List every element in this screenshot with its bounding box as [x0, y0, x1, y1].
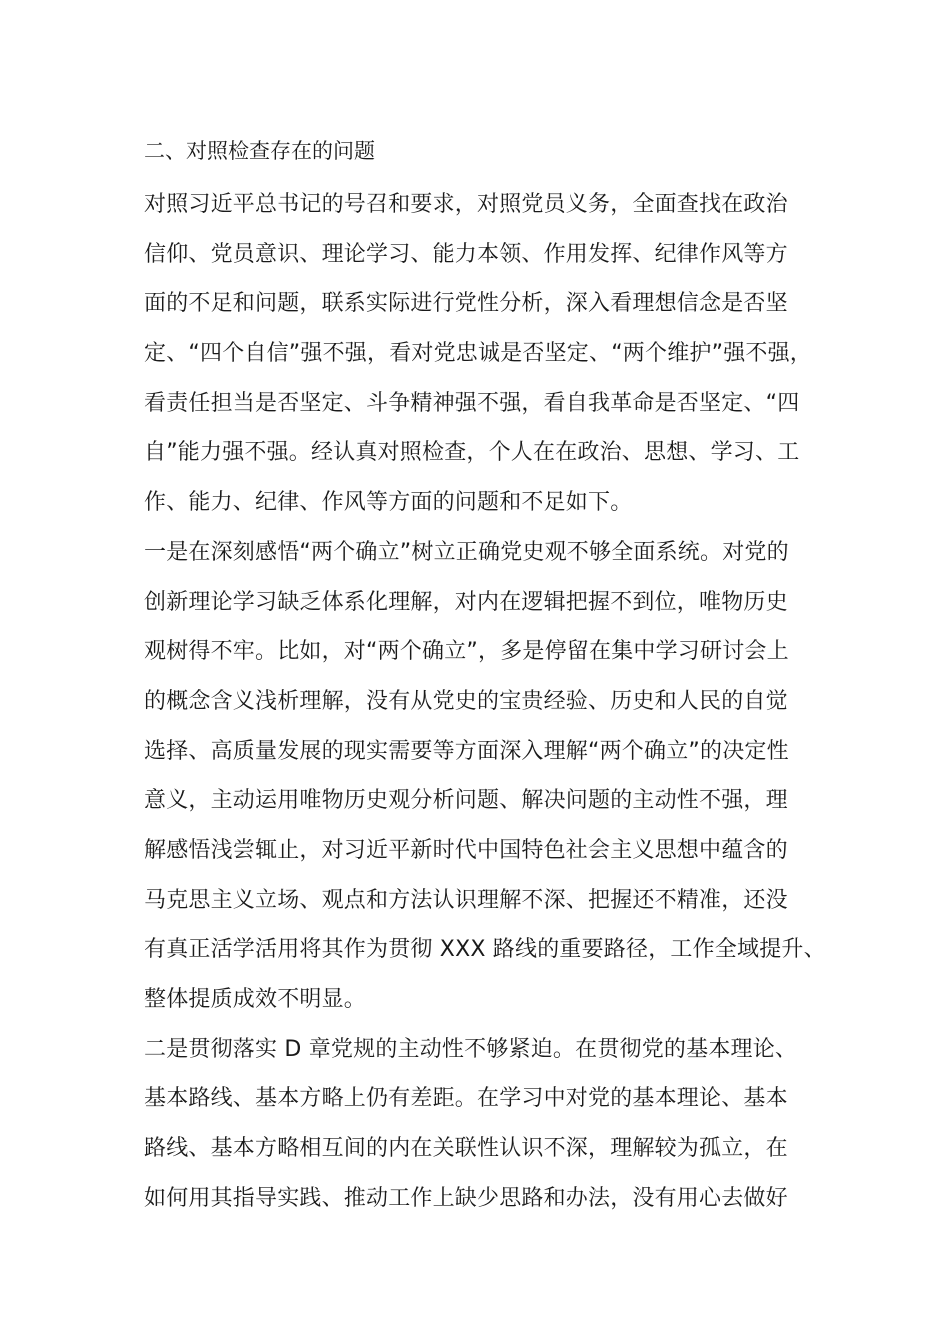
- text-line: 马克思主义立场、观点和方法认识理解不深、把握还不精准，还没: [144, 887, 788, 913]
- text-line: 看责任担当是否坚定、斗争精神强不强，看自我革命是否坚定、“四: [144, 390, 800, 416]
- text-line: 自”能力强不强。经认真对照检查，个人在在政治、思想、学习、工: [144, 440, 800, 466]
- text-line: 的概念含义浅析理解，没有从党史的宝贵经验、历史和人民的自觉: [144, 688, 788, 714]
- text-line: 如何用其指导实践、推动工作上缺少思路和办法，没有用心去做好: [144, 1185, 788, 1211]
- text-line: 面的不足和问题，联系实际进行党性分析，深入看理想信念是否坚: [144, 291, 788, 317]
- text-line: 信仰、党员意识、理论学习、能力本领、作用发挥、纪律作风等方: [144, 241, 788, 267]
- text-line: 路线、基本方略相互间的内在关联性认识不深，理解较为孤立，在: [144, 1136, 788, 1162]
- text-line: 二是贯彻落实 D 章党规的主动性不够紧迫。在贯彻党的基本理论、: [144, 1036, 798, 1062]
- text-line: 作、能力、纪律、作风等方面的问题和不足如下。: [144, 490, 633, 516]
- text-line: 定、“四个自信”强不强，看对党忠诚是否坚定、“两个维护”强不强，: [144, 341, 812, 367]
- text-line: 基本路线、基本方略上仍有差距。在学习中对党的基本理论、基本: [144, 1086, 788, 1112]
- text-line: 观树得不牢。比如，对“两个确立”，多是停留在集中学习研讨会上: [144, 639, 789, 665]
- text-line: 选择、高质量发展的现实需要等方面深入理解“两个确立”的决定性: [144, 738, 789, 764]
- text-line: 对照习近平总书记的号召和要求，对照党员义务，全面查找在政治: [144, 192, 788, 217]
- text-line: 整体提质成效不明显。: [144, 987, 367, 1012]
- text-line: 一是在深刻感悟“两个确立”树立正确党史观不够全面系统。对党的: [144, 539, 789, 565]
- text-line: 有真正活学活用将其作为贯彻 XXX 路线的重要路径，工作全域提升、: [144, 937, 826, 963]
- text-line: 创新理论学习缺乏体系化理解，对内在逻辑把握不到位，唯物历史: [144, 589, 788, 615]
- text-line: 意义，主动运用唯物历史观分析问题、解决问题的主动性不强，理: [144, 788, 788, 814]
- document-body: [144, 130, 834, 1223]
- section-heading: 二、对照检查存在的问题: [144, 139, 375, 163]
- text-line: 解感悟浅尝辄止，对习近平新时代中国特色社会主义思想中蕴含的: [144, 837, 788, 863]
